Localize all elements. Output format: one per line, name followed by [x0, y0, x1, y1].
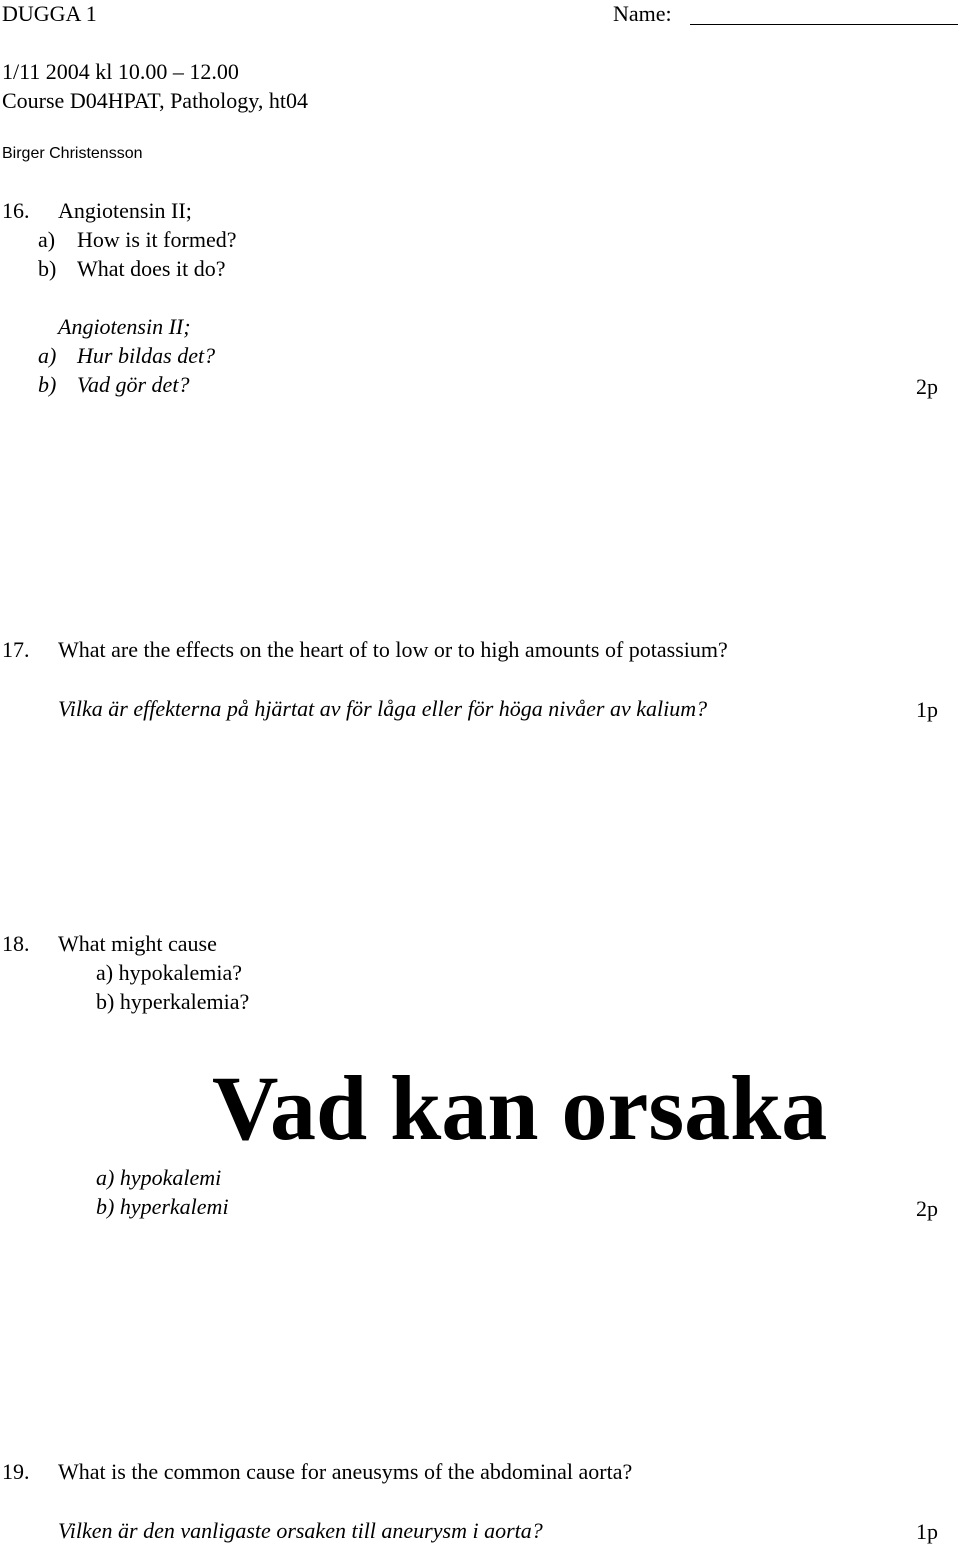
q16-b-text: What does it do?	[77, 256, 226, 281]
q16-title: Angiotensin II;	[58, 198, 192, 223]
q19-number: 19.	[2, 1459, 30, 1484]
q18-b-text: b) hyperkalemia?	[96, 989, 250, 1014]
q16-sv-title: Angiotensin II;	[58, 314, 191, 339]
document-title: DUGGA 1	[2, 1, 97, 26]
q18-sv-a-text: a) hypokalemi	[96, 1165, 222, 1190]
author-name: Birger Christensson	[2, 145, 143, 162]
name-underline[interactable]	[690, 24, 958, 25]
q16-sv-b-label: b)	[38, 372, 57, 397]
q18-number: 18.	[2, 931, 30, 956]
q19-points: 1p	[916, 1519, 938, 1544]
q16-sv-a-text: Hur bildas det?	[77, 343, 216, 368]
q17-text: What are the effects on the heart of to low or to high amounts of potassium?	[58, 637, 728, 662]
q19-sv-text: Vilken är den vanligaste orsaken till aneurysm i aorta?	[58, 1518, 543, 1543]
q16-b-label: b)	[38, 256, 57, 281]
q16-a-label: a)	[38, 227, 56, 252]
q18-a-text: a) hypokalemia?	[96, 960, 242, 985]
q18-text: What might cause	[58, 931, 217, 956]
q18-sv-heading: Vad kan orsaka	[212, 1057, 828, 1159]
q17-number: 17.	[2, 637, 30, 662]
q17-points: 1p	[916, 697, 938, 722]
q16-sv-a-label: a)	[38, 343, 57, 368]
q18-sv-b-text: b) hyperkalemi	[96, 1194, 229, 1219]
name-label: Name:	[613, 1, 672, 26]
q16-a-text: How is it formed?	[77, 227, 237, 252]
q18-points: 2p	[916, 1196, 938, 1221]
q16-number: 16.	[2, 198, 30, 223]
q19-text: What is the common cause for aneusyms of the abdominal aorta?	[58, 1459, 633, 1484]
q17-sv-text: Vilka är effekterna på hjärtat av för låga eller för höga nivåer av kalium?	[58, 696, 708, 721]
q16-points: 2p	[916, 374, 938, 399]
course-title: Course D04HPAT, Pathology, ht04	[2, 88, 308, 113]
exam-date-time: 1/11 2004 kl 10.00 – 12.00	[2, 59, 239, 84]
q16-sv-b-text: Vad gör det?	[77, 372, 190, 397]
